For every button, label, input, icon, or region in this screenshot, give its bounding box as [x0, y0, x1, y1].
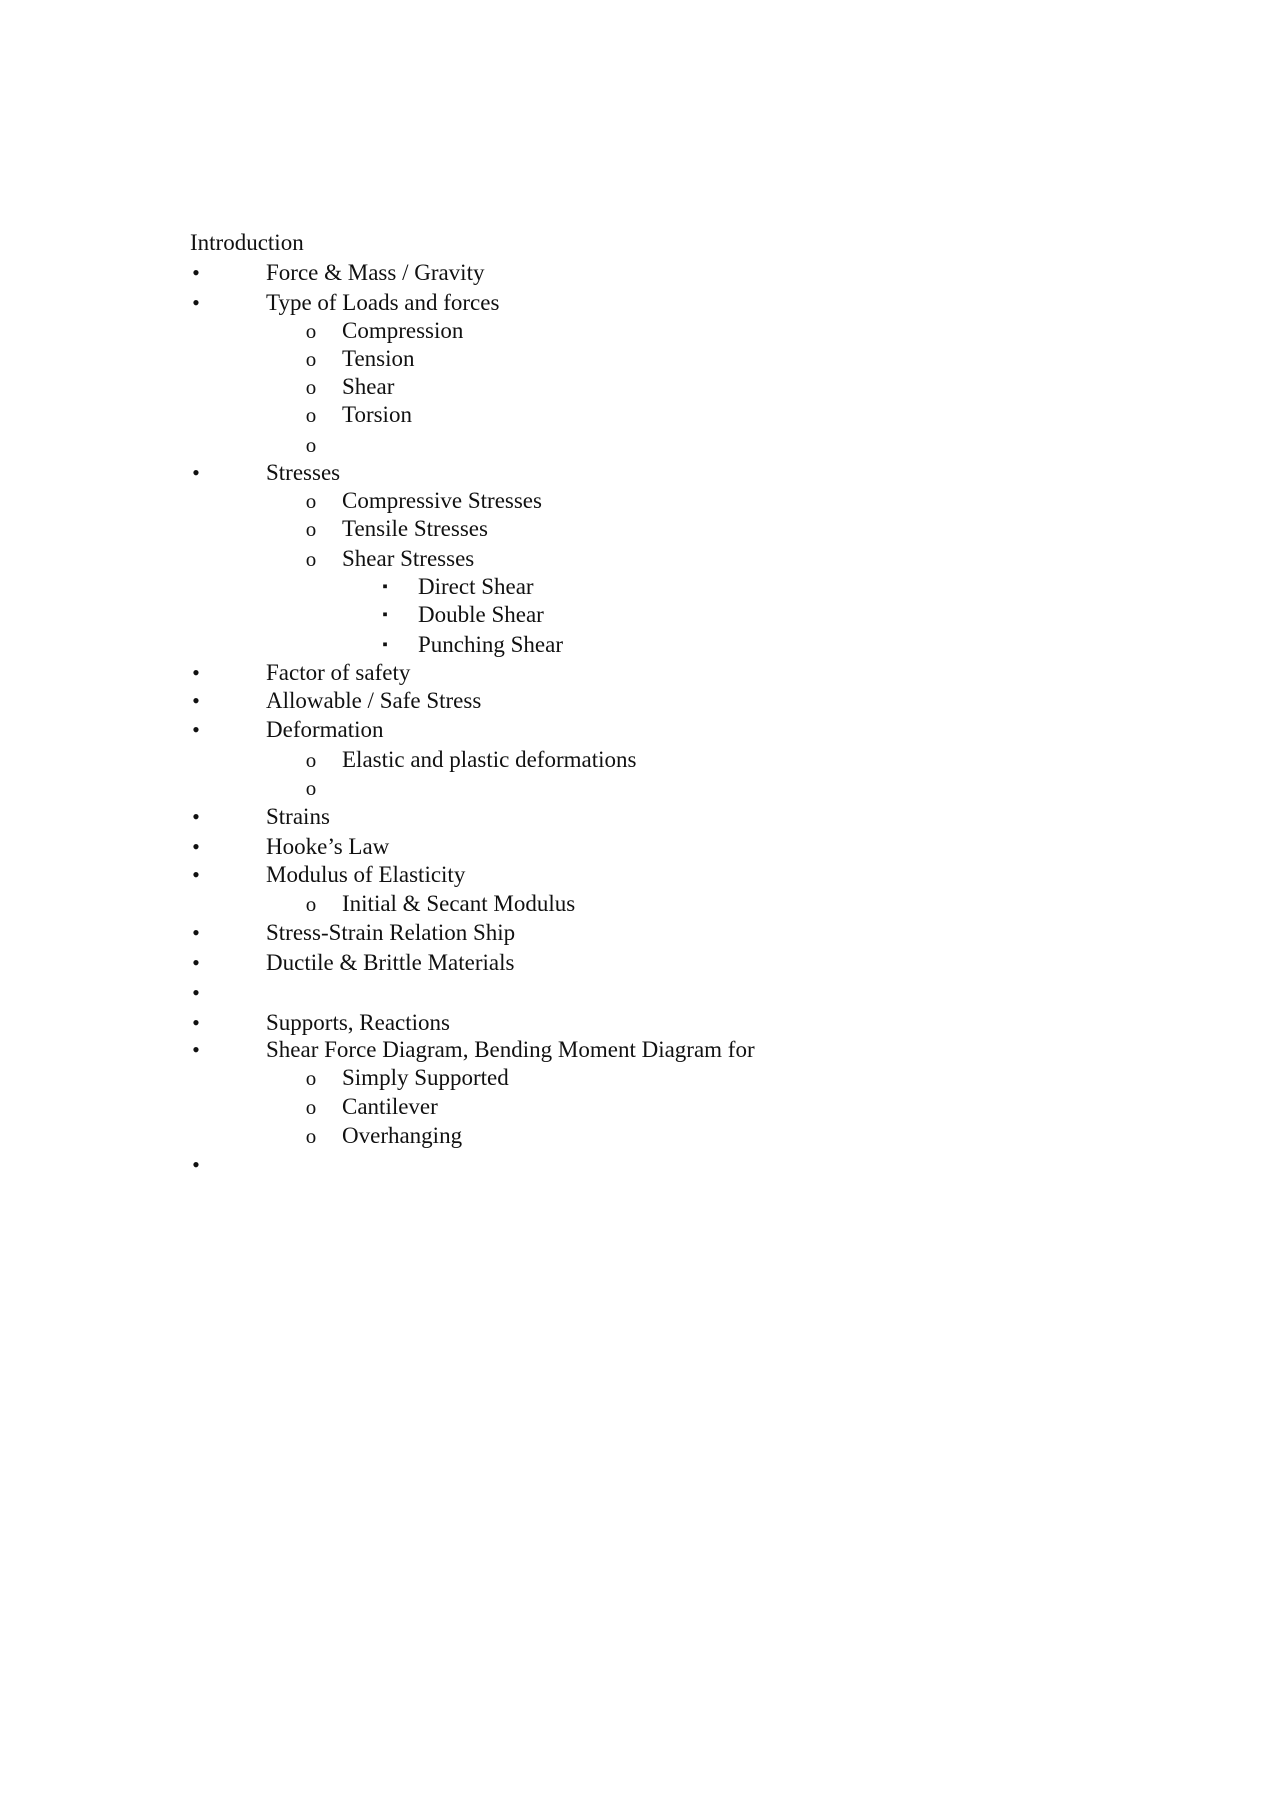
outline-item-text: Compressive Stresses: [342, 488, 542, 513]
outline-item-level-1: [0, 1008, 1280, 1038]
outline-item-level-2: [0, 316, 1280, 346]
outline-item-text: Hooke’s Law: [266, 834, 390, 859]
outline-item-level-1: [0, 948, 1280, 978]
outline-item-text: Compression: [342, 318, 464, 343]
outline-item-text: Overhanging: [342, 1123, 463, 1148]
list-marker: o: [305, 776, 317, 800]
outline-item-level-2: [0, 1063, 1280, 1093]
outline-item-level-1: [0, 686, 1280, 716]
outline-item-text: Tension: [342, 346, 415, 371]
outline-item-level-1: [0, 288, 1280, 318]
list-marker: ▪: [382, 607, 388, 623]
outline-item-text: Double Shear: [418, 602, 544, 627]
outline-item-text: Elastic and plastic deformations: [342, 747, 637, 772]
list-marker: o: [305, 403, 317, 427]
outline-item-level-2: [0, 372, 1280, 402]
outline-item-text: Stress-Strain Relation Ship: [266, 920, 516, 945]
list-marker: o: [305, 748, 317, 772]
outline-item-level-3: [0, 630, 1280, 660]
list-marker: o: [305, 517, 317, 541]
list-marker: o: [305, 489, 317, 513]
outline-item-level-1: [0, 802, 1280, 832]
outline-item-level-2: [0, 486, 1280, 516]
outline-item-text: Allowable / Safe Stress: [266, 688, 482, 713]
list-marker: •: [192, 660, 200, 685]
outline-item-text: Type of Loads and forces: [266, 290, 500, 315]
list-marker: •: [192, 1010, 200, 1035]
outline-item-level-2: [0, 773, 1280, 803]
outline-item-level-3: [0, 600, 1280, 630]
outline-item-level-2: [0, 400, 1280, 430]
outline-item-text: Direct Shear: [418, 574, 534, 599]
list-marker: •: [192, 980, 200, 1005]
outline-item-level-2: [0, 544, 1280, 574]
outline-item-level-2: [0, 889, 1280, 919]
outline-item-level-1: [0, 258, 1280, 288]
outline-item-level-1: [0, 458, 1280, 488]
list-marker: •: [192, 260, 200, 285]
document-heading: Introduction: [190, 230, 304, 255]
list-marker: •: [192, 290, 200, 315]
outline-item-level-2: [0, 430, 1280, 460]
outline-item-level-2: [0, 344, 1280, 374]
outline-item-text: Force & Mass / Gravity: [266, 260, 485, 285]
list-marker: o: [305, 547, 317, 571]
outline-item-text: Initial & Secant Modulus: [342, 891, 576, 916]
outline-item-text: Supports, Reactions: [266, 1010, 450, 1035]
outline-item-level-3: [0, 572, 1280, 602]
list-marker: •: [192, 834, 200, 859]
list-marker: o: [305, 1066, 317, 1090]
outline-item-text: Shear Force Diagram, Bending Moment Diagram for: [266, 1037, 755, 1062]
list-marker: •: [192, 920, 200, 945]
list-marker: •: [192, 460, 200, 485]
outline-item-level-1: [0, 860, 1280, 890]
outline-item-text: Stresses: [266, 460, 341, 485]
outline-item-text: Tensile Stresses: [342, 516, 488, 541]
outline-item-level-1: [0, 1035, 1280, 1065]
list-marker: •: [192, 688, 200, 713]
list-marker: o: [305, 375, 317, 399]
outline-item-level-1: [0, 978, 1280, 1008]
outline-item-text: Punching Shear: [418, 632, 564, 657]
outline-item-level-1: [0, 1150, 1280, 1180]
outline-item-level-2: [0, 514, 1280, 544]
outline-item-text: Shear Stresses: [342, 546, 475, 571]
list-marker: o: [305, 892, 317, 916]
list-marker: •: [192, 804, 200, 829]
list-marker: ▪: [382, 579, 388, 595]
outline-item-level-1: [0, 658, 1280, 688]
outline-item-text: Factor of safety: [266, 660, 411, 685]
outline-item-text: Cantilever: [342, 1094, 438, 1119]
outline-item-level-1: [0, 715, 1280, 745]
list-marker: •: [192, 950, 200, 975]
list-marker: o: [305, 1095, 317, 1119]
outline-item-level-2: [0, 745, 1280, 775]
outline-item-level-1: [0, 918, 1280, 948]
list-marker: o: [305, 433, 317, 457]
outline-item-text: Ductile & Brittle Materials: [266, 950, 515, 975]
outline-item-level-2: [0, 1121, 1280, 1151]
outline-item-text: Torsion: [342, 402, 412, 427]
list-marker: ▪: [382, 637, 388, 653]
list-marker: •: [192, 862, 200, 887]
outline-item-level-2: [0, 1092, 1280, 1122]
outline-item-level-1: [0, 832, 1280, 862]
outline-item-text: Deformation: [266, 717, 384, 742]
list-marker: o: [305, 319, 317, 343]
list-marker: o: [305, 347, 317, 371]
list-marker: •: [192, 1037, 200, 1062]
outline-item-text: Strains: [266, 804, 330, 829]
list-marker: •: [192, 717, 200, 742]
list-marker: o: [305, 1124, 317, 1148]
list-marker: •: [192, 1152, 200, 1177]
outline-item-text: Shear: [342, 374, 395, 399]
outline-item-text: Modulus of Elasticity: [266, 862, 466, 887]
outline-item-text: Simply Supported: [342, 1065, 509, 1090]
